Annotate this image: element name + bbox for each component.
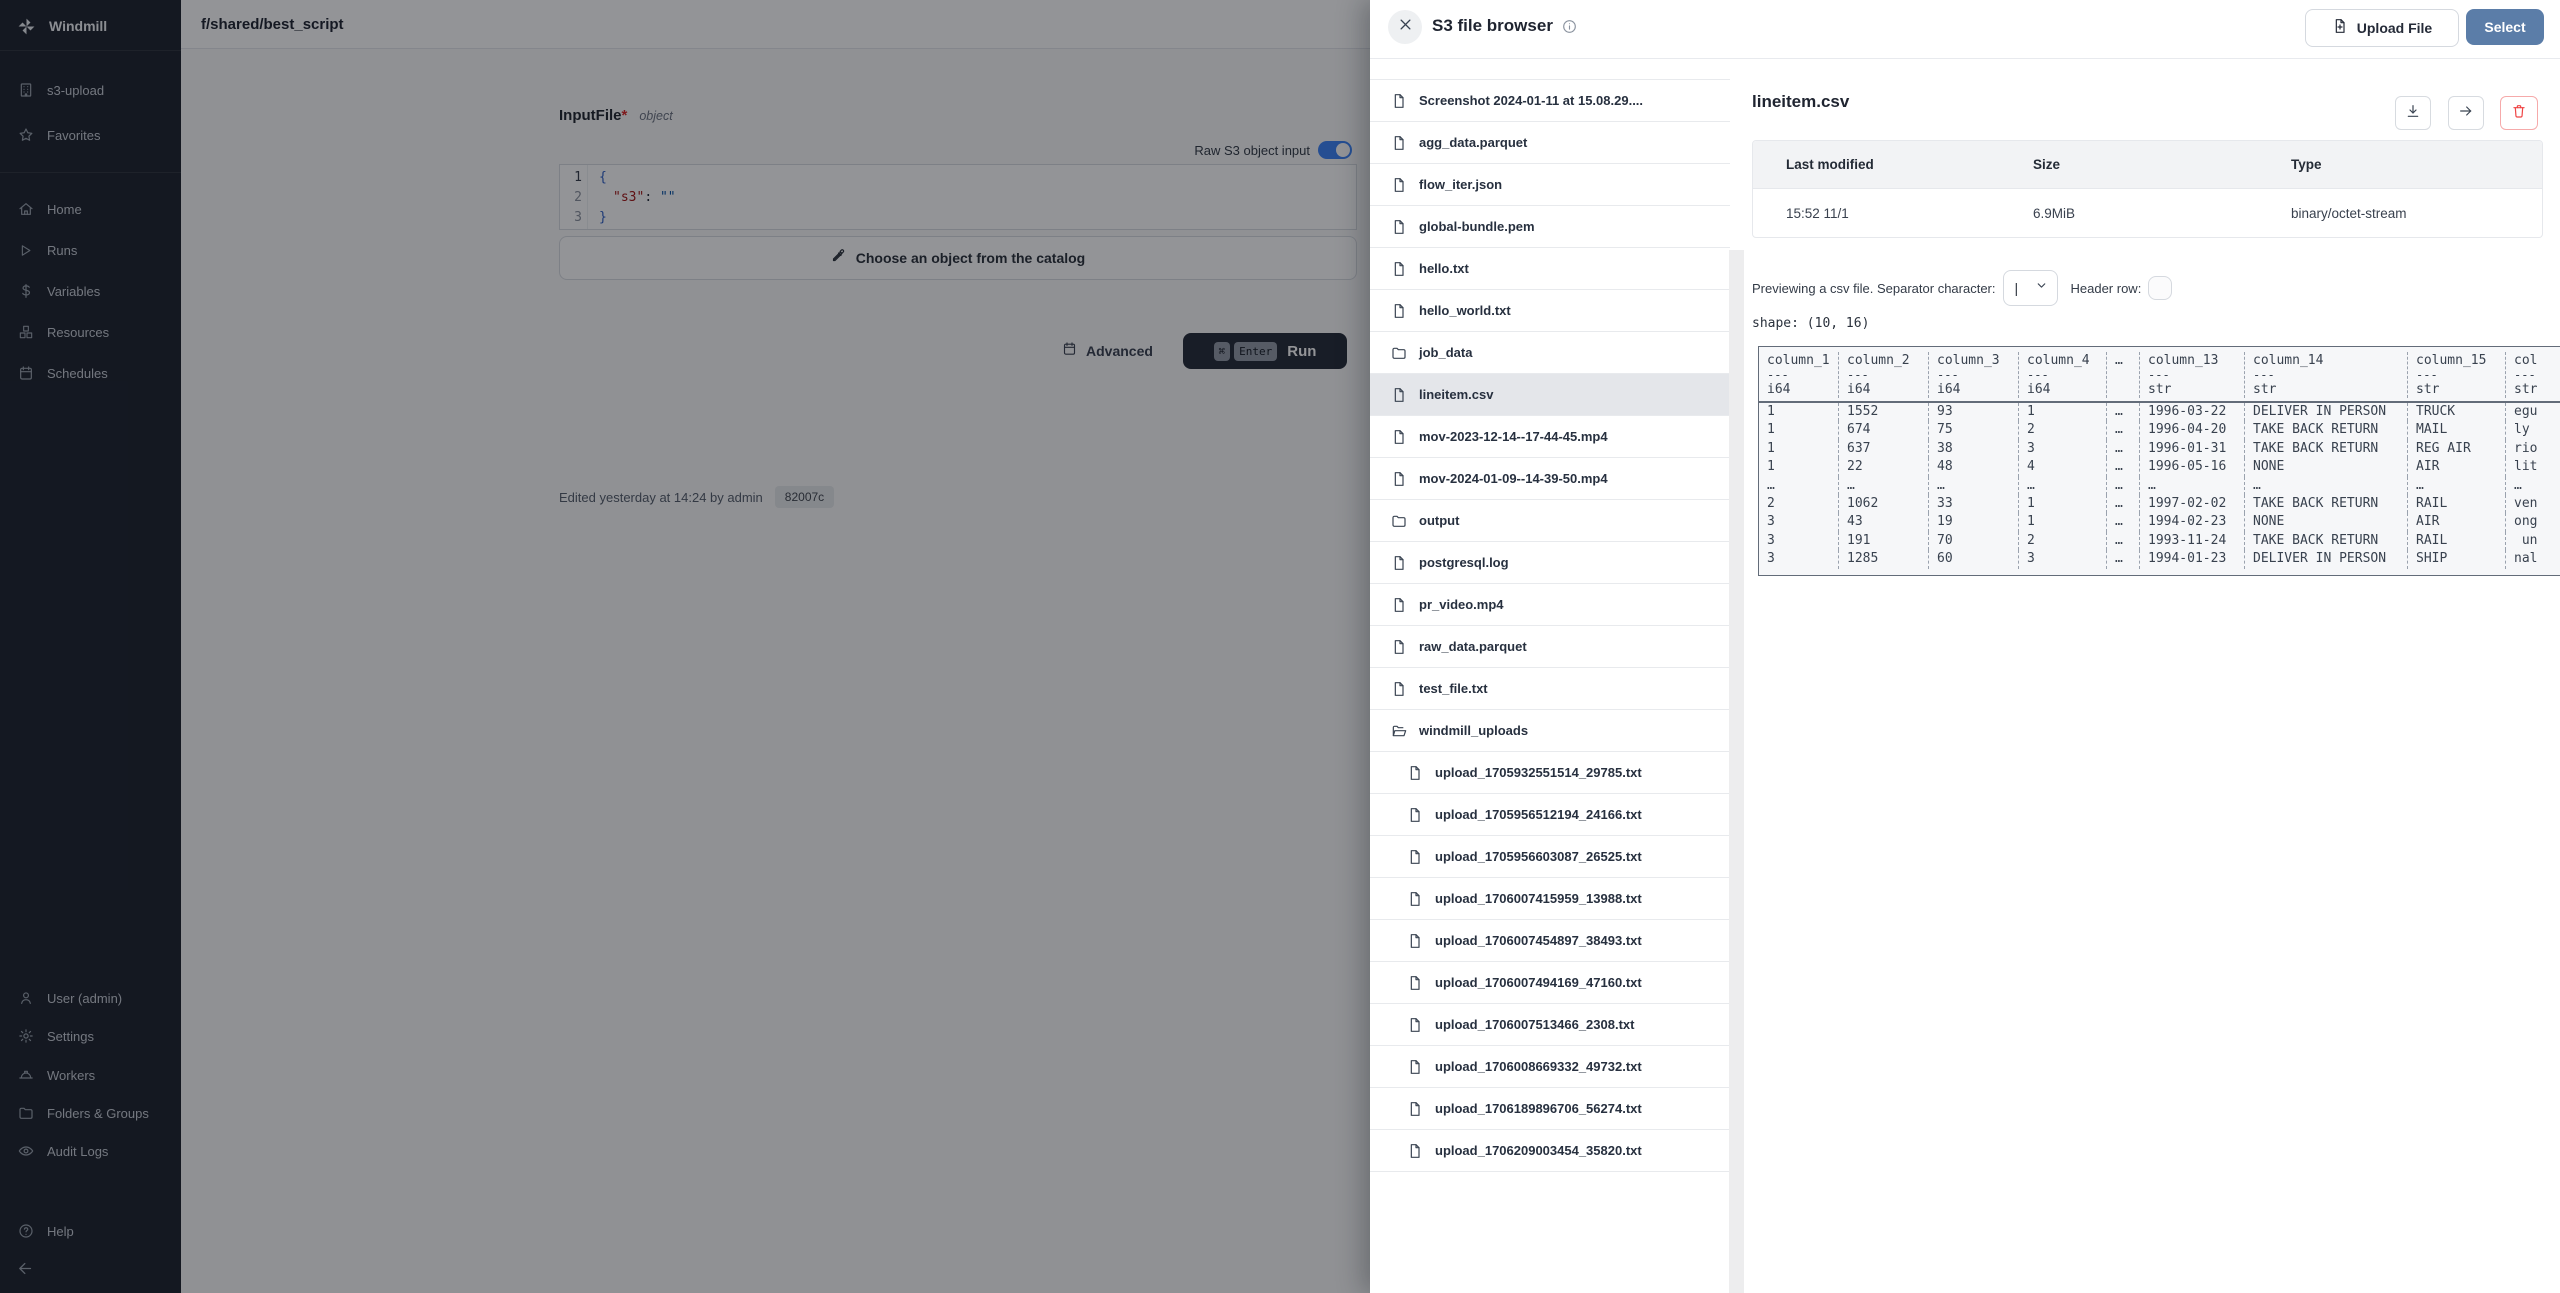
- line-number: 3: [574, 210, 582, 225]
- sidebar-item-label: Runs: [47, 242, 78, 258]
- script-path: f/shared/best_script: [201, 15, 344, 33]
- file-row[interactable]: [1370, 458, 1730, 500]
- preview-filename: lineitem.csv: [1752, 92, 1850, 111]
- csv-cell: TAKE BACK RETURN: [2245, 421, 2408, 439]
- csv-cell: egu: [2514, 404, 2538, 419]
- meta-size: 6.9MiB: [2033, 205, 2076, 221]
- code-token-key: "s3": [613, 190, 645, 205]
- csv-cell: RAIL: [2408, 532, 2506, 550]
- csv-cell: 33: [1929, 495, 2019, 513]
- csv-cell: 22: [1839, 458, 1929, 476]
- csv-cell: 1996-04-20: [2140, 421, 2245, 439]
- csv-cell: SHIP: [2408, 550, 2506, 568]
- upload-file-button[interactable]: [2305, 9, 2459, 47]
- file-name: agg_data.parquet: [1419, 135, 1528, 150]
- shape-text: shape: (10, 16): [1752, 316, 1870, 331]
- file-icon: [1406, 1058, 1423, 1075]
- raw-s3-toggle-label: Raw S3 object input: [1194, 142, 1310, 158]
- file-icon: [1406, 1142, 1423, 1159]
- file-row[interactable]: [1370, 290, 1730, 332]
- csv-cell: NONE: [2245, 458, 2408, 476]
- file-name: Screenshot 2024-01-11 at 15.08.29....: [1419, 93, 1644, 108]
- csv-cell: rio: [2514, 440, 2538, 456]
- cmd-key-badge: ⌘: [1214, 342, 1231, 361]
- file-name: hello.txt: [1419, 261, 1469, 276]
- csv-row: [1759, 403, 2560, 421]
- line-number: 2: [574, 190, 582, 205]
- file-icon: [1390, 554, 1407, 571]
- file-name: postgresql.log: [1419, 555, 1509, 570]
- file-row[interactable]: [1370, 1088, 1730, 1130]
- csv-cell: TAKE BACK RETURN: [2245, 532, 2408, 550]
- file-name: upload_1706007494169_47160.txt: [1435, 975, 1642, 990]
- file-row[interactable]: [1370, 584, 1730, 626]
- file-icon: [1390, 386, 1407, 403]
- file-icon: [1390, 218, 1407, 235]
- file-row[interactable]: [1370, 1046, 1730, 1088]
- folder-open-icon: [1390, 722, 1407, 739]
- folder-icon: [1390, 512, 1407, 529]
- csv-header-row: [1759, 347, 2560, 403]
- csv-cell: …: [2107, 440, 2140, 458]
- file-icon: [1390, 92, 1407, 109]
- chevron-down-icon: [2035, 279, 2048, 297]
- select-label: Select: [2484, 19, 2526, 35]
- file-name: upload_1705932551514_29785.txt: [1435, 765, 1642, 780]
- csv-cell: 1: [1759, 403, 1839, 421]
- input-label: InputFile: [559, 107, 622, 124]
- csv-cell: 1997-02-02: [2140, 495, 2245, 513]
- choose-object-label: Choose an object from the catalog: [855, 250, 1086, 266]
- file-list-scrollbar[interactable]: [1729, 250, 1744, 1293]
- file-row[interactable]: [1370, 1130, 1730, 1172]
- upload-file-label: Upload File: [2356, 20, 2433, 36]
- csv-cell: …: [2514, 477, 2522, 493]
- file-row[interactable]: [1370, 416, 1730, 458]
- csv-cell: …: [2107, 532, 2140, 550]
- file-icon: [1406, 932, 1423, 949]
- csv-cell: 1: [1759, 458, 1839, 476]
- file-icon: [1390, 680, 1407, 697]
- metadata-value-row: [1753, 189, 2542, 237]
- sidebar-item-label: Audit Logs: [47, 1143, 109, 1159]
- csv-cell: ly: [2514, 422, 2530, 438]
- file-row[interactable]: [1370, 500, 1730, 542]
- csv-cell: un: [2514, 532, 2538, 548]
- file-icon: [1390, 428, 1407, 445]
- sidebar-item-label: Settings: [47, 1028, 94, 1044]
- file-icon: [1390, 176, 1407, 193]
- csv-cell: 75: [1929, 421, 2019, 439]
- csv-cell: DELIVER IN PERSON: [2245, 403, 2408, 421]
- csv-cell: …: [2107, 477, 2140, 495]
- delete-button[interactable]: [2500, 96, 2538, 130]
- csv-cell: …: [1759, 477, 1839, 495]
- csv-table: [1758, 346, 2560, 576]
- csv-cell: 1062: [1839, 495, 1929, 513]
- code-token-punct: :: [644, 190, 660, 205]
- file-icon: [1406, 1100, 1423, 1117]
- file-name: mov-2023-12-14--17-44-45.mp4: [1419, 429, 1608, 444]
- file-name: mov-2024-01-09--14-39-50.mp4: [1419, 471, 1608, 486]
- csv-cell: 48: [1929, 458, 2019, 476]
- csv-cell: …: [2107, 403, 2140, 421]
- workspace-logo-label: Windmill: [49, 18, 108, 34]
- csv-cell: 1994-02-23: [2140, 513, 2245, 531]
- csv-cell: …: [2107, 458, 2140, 476]
- csv-header-cell: column_14 --- str: [2245, 352, 2408, 398]
- csv-cell: 1996-03-22: [2140, 403, 2245, 421]
- csv-cell: TRUCK: [2408, 403, 2506, 421]
- csv-cell: 1: [1759, 421, 1839, 439]
- csv-cell: 1996-01-31: [2140, 440, 2245, 458]
- file-name: job_data: [1419, 345, 1473, 360]
- file-name: upload_1706008669332_49732.txt: [1435, 1059, 1642, 1074]
- csv-cell: 3: [1759, 513, 1839, 531]
- csv-header-cell: column_2 --- i64: [1839, 352, 1929, 398]
- csv-cell: NONE: [2245, 513, 2408, 531]
- csv-cell: …: [1839, 477, 1929, 495]
- file-icon: [1406, 1016, 1423, 1033]
- csv-cell: 4: [2019, 458, 2107, 476]
- file-icon: [1390, 638, 1407, 655]
- meta-type: binary/octet-stream: [2291, 205, 2407, 221]
- file-row[interactable]: [1370, 626, 1730, 668]
- file-row[interactable]: [1370, 920, 1730, 962]
- csv-cell: AIR: [2408, 513, 2506, 531]
- csv-cell: 43: [1839, 513, 1929, 531]
- file-icon: [1406, 806, 1423, 823]
- enter-key-badge: Enter: [1234, 342, 1277, 361]
- trash-icon: [2511, 103, 2527, 124]
- drawer-header: [1370, 0, 2560, 59]
- file-row[interactable]: [1370, 794, 1730, 836]
- file-name: output: [1419, 513, 1460, 528]
- sidebar-item-label: Help: [47, 1223, 74, 1239]
- edited-text: Edited yesterday at 14:24 by admin: [559, 489, 763, 505]
- csv-cell: …: [1929, 477, 2019, 495]
- file-row[interactable]: [1370, 332, 1730, 374]
- code-token-value: "": [659, 190, 676, 205]
- file-name: test_file.txt: [1419, 681, 1488, 696]
- csv-cell: …: [2107, 421, 2140, 439]
- drawer-title: S3 file browser: [1432, 16, 1553, 35]
- required-marker: *: [621, 107, 628, 124]
- file-row[interactable]: [1370, 542, 1730, 584]
- file-icon: [1406, 974, 1423, 991]
- run-label: Run: [1287, 342, 1317, 360]
- file-metadata-table: [1752, 140, 2543, 238]
- csv-cell: MAIL: [2408, 421, 2506, 439]
- sidebar-item-label: Resources: [47, 324, 110, 340]
- csv-cell: 2: [2019, 421, 2107, 439]
- close-icon: [1398, 17, 1413, 37]
- line-number: 1: [574, 170, 582, 185]
- download-button[interactable]: [2395, 96, 2431, 130]
- csv-header-cell: column_15 --- str: [2408, 352, 2506, 398]
- file-row[interactable]: [1370, 80, 1730, 122]
- file-name: lineitem.csv: [1419, 387, 1494, 402]
- csv-row: [1759, 550, 2560, 574]
- csv-cell: 674: [1839, 421, 1929, 439]
- csv-row: [1759, 532, 2560, 550]
- csv-header-cell: column_13 --- str: [2140, 352, 2245, 398]
- csv-cell: lit: [2514, 459, 2538, 475]
- csv-cell: ven: [2514, 496, 2538, 512]
- file-name: flow_iter.json: [1419, 177, 1503, 192]
- csv-cell: RAIL: [2408, 495, 2506, 513]
- header-row-label: Header row:: [2070, 280, 2142, 296]
- csv-cell: 1285: [1839, 550, 1929, 568]
- version-badge[interactable]: 82007c: [775, 486, 834, 508]
- file-name: pr_video.mp4: [1419, 597, 1504, 612]
- csv-header-cell: column_1 --- i64: [1759, 352, 1839, 398]
- header-row-checkbox[interactable]: [2148, 276, 2172, 300]
- csv-cell: 3: [2019, 440, 2107, 458]
- csv-cell: 2: [2019, 532, 2107, 550]
- file-row[interactable]: [1370, 668, 1730, 710]
- csv-cell: 1993-11-24: [2140, 532, 2245, 550]
- meta-header-last-modified: Last modified: [1786, 157, 1874, 172]
- file-row[interactable]: [1370, 374, 1730, 416]
- sidebar-item-label: User (admin): [47, 990, 123, 1006]
- csv-cell: 3: [1759, 532, 1839, 550]
- csv-preview-controls: [1752, 270, 2172, 306]
- move-arrow-button[interactable]: [2448, 96, 2484, 130]
- download-icon: [2405, 103, 2421, 124]
- file-icon: [1406, 848, 1423, 865]
- file-name: upload_1706007513466_2308.txt: [1435, 1017, 1635, 1032]
- file-icon: [1390, 596, 1407, 613]
- csv-cell: TAKE BACK RETURN: [2245, 440, 2408, 458]
- file-row[interactable]: [1370, 962, 1730, 1004]
- file-row[interactable]: [1370, 878, 1730, 920]
- csv-cell: 1: [2019, 513, 2107, 531]
- code-token: }: [599, 210, 607, 225]
- csv-row: [1759, 513, 2560, 531]
- csv-cell: nal: [2514, 551, 2538, 567]
- close-drawer-button[interactable]: [1388, 10, 1422, 44]
- file-name: upload_1706007415959_13988.txt: [1435, 891, 1642, 906]
- csv-cell: DELIVER IN PERSON: [2245, 550, 2408, 568]
- file-name: upload_1706209003454_35820.txt: [1435, 1143, 1642, 1158]
- csv-cell: AIR: [2408, 458, 2506, 476]
- csv-cell: 3: [2019, 550, 2107, 568]
- csv-cell: 1994-01-23: [2140, 550, 2245, 568]
- file-row[interactable]: [1370, 206, 1730, 248]
- file-icon: [1406, 890, 1423, 907]
- csv-cell: 637: [1839, 440, 1929, 458]
- sidebar-item-label: Folders & Groups: [47, 1105, 149, 1121]
- sidebar-item-label: Home: [47, 201, 82, 217]
- csv-cell: REG AIR: [2408, 440, 2506, 458]
- csv-cell: 1552: [1839, 403, 1929, 421]
- file-row[interactable]: [1370, 122, 1730, 164]
- info-icon[interactable]: [1562, 19, 1577, 34]
- separator-value: |: [2014, 280, 2019, 296]
- csv-cell: 2: [1759, 495, 1839, 513]
- csv-row: [1759, 477, 2560, 495]
- csv-header-cell: column_3 --- i64: [1929, 352, 2019, 398]
- csv-cell: …: [2107, 513, 2140, 531]
- file-name: raw_data.parquet: [1419, 639, 1527, 654]
- advanced-label: Advanced: [1086, 343, 1153, 359]
- file-name: upload_1705956512194_24166.txt: [1435, 807, 1642, 822]
- sidebar-item-label: s3-upload: [47, 82, 105, 98]
- file-row[interactable]: [1370, 164, 1730, 206]
- drawer-title-row: [1432, 16, 1577, 36]
- file-row[interactable]: [1370, 836, 1730, 878]
- file-name: upload_1706007454897_38493.txt: [1435, 933, 1642, 948]
- csv-cell: 1: [2019, 403, 2107, 421]
- file-row[interactable]: [1370, 752, 1730, 794]
- csv-cell: 1996-05-16: [2140, 458, 2245, 476]
- csv-cell: ong: [2514, 514, 2538, 530]
- csv-cell: …: [2408, 477, 2506, 495]
- metadata-header-row: [1753, 141, 2542, 189]
- file-icon: [1390, 134, 1407, 151]
- meta-header-size: Size: [2033, 157, 2061, 172]
- csv-header-cell: col --- str: [2514, 353, 2538, 397]
- csv-cell: 1: [2019, 495, 2107, 513]
- sidebar-item-label: Workers: [47, 1067, 96, 1083]
- file-icon: [1406, 764, 1423, 781]
- file-plus-icon: [2332, 18, 2348, 39]
- file-name: upload_1706189896706_56274.txt: [1435, 1101, 1642, 1116]
- csv-cell: 70: [1929, 532, 2019, 550]
- select-button[interactable]: [2466, 9, 2544, 45]
- meta-header-type: Type: [2291, 157, 2322, 172]
- csv-cell: 191: [1839, 532, 1929, 550]
- file-row[interactable]: [1370, 1004, 1730, 1046]
- code-token: {: [599, 170, 607, 185]
- file-name: hello_world.txt: [1419, 303, 1511, 318]
- file-name: windmill_uploads: [1419, 723, 1529, 738]
- file-list: [1370, 79, 1730, 1172]
- csv-header-cell: …: [2107, 352, 2140, 398]
- sidebar-item-label: Favorites: [47, 127, 101, 143]
- csv-cell: …: [2245, 477, 2408, 495]
- csv-cell: …: [2140, 477, 2245, 495]
- input-type-label: object: [639, 109, 673, 123]
- csv-cell: …: [2107, 495, 2140, 513]
- previewing-label: Previewing a csv file. Separator character:: [1752, 280, 1996, 296]
- folder-icon: [1390, 344, 1407, 361]
- csv-row: [1759, 421, 2560, 439]
- file-icon: [1390, 470, 1407, 487]
- csv-row: [1759, 495, 2560, 513]
- file-row[interactable]: [1370, 710, 1730, 752]
- csv-header-cell: column_4 --- i64: [2019, 352, 2107, 398]
- csv-cell: …: [2107, 550, 2140, 568]
- csv-row: [1759, 458, 2560, 476]
- csv-cell: 38: [1929, 440, 2019, 458]
- file-name: upload_1705956603087_26525.txt: [1435, 849, 1642, 864]
- file-name: global-bundle.pem: [1419, 219, 1535, 234]
- csv-row: [1759, 440, 2560, 458]
- sidebar-item-label: Variables: [47, 283, 101, 299]
- file-preview-pane: [1752, 58, 2560, 1293]
- file-row[interactable]: [1370, 248, 1730, 290]
- file-icon: [1390, 302, 1407, 319]
- csv-cell: 3: [1759, 550, 1839, 568]
- csv-cell: 93: [1929, 403, 2019, 421]
- meta-last-modified: 15:52 11/1: [1786, 205, 1849, 221]
- csv-cell: 60: [1929, 550, 2019, 568]
- arrow-right-icon: [2458, 103, 2474, 124]
- s3-browser-drawer: [1370, 0, 2560, 1293]
- csv-cell: 1: [1759, 440, 1839, 458]
- sidebar-item-label: Schedules: [47, 365, 108, 381]
- csv-cell: …: [2019, 477, 2107, 495]
- csv-cell: TAKE BACK RETURN: [2245, 495, 2408, 513]
- file-icon: [1390, 260, 1407, 277]
- separator-select[interactable]: [2003, 270, 2058, 306]
- csv-cell: 19: [1929, 513, 2019, 531]
